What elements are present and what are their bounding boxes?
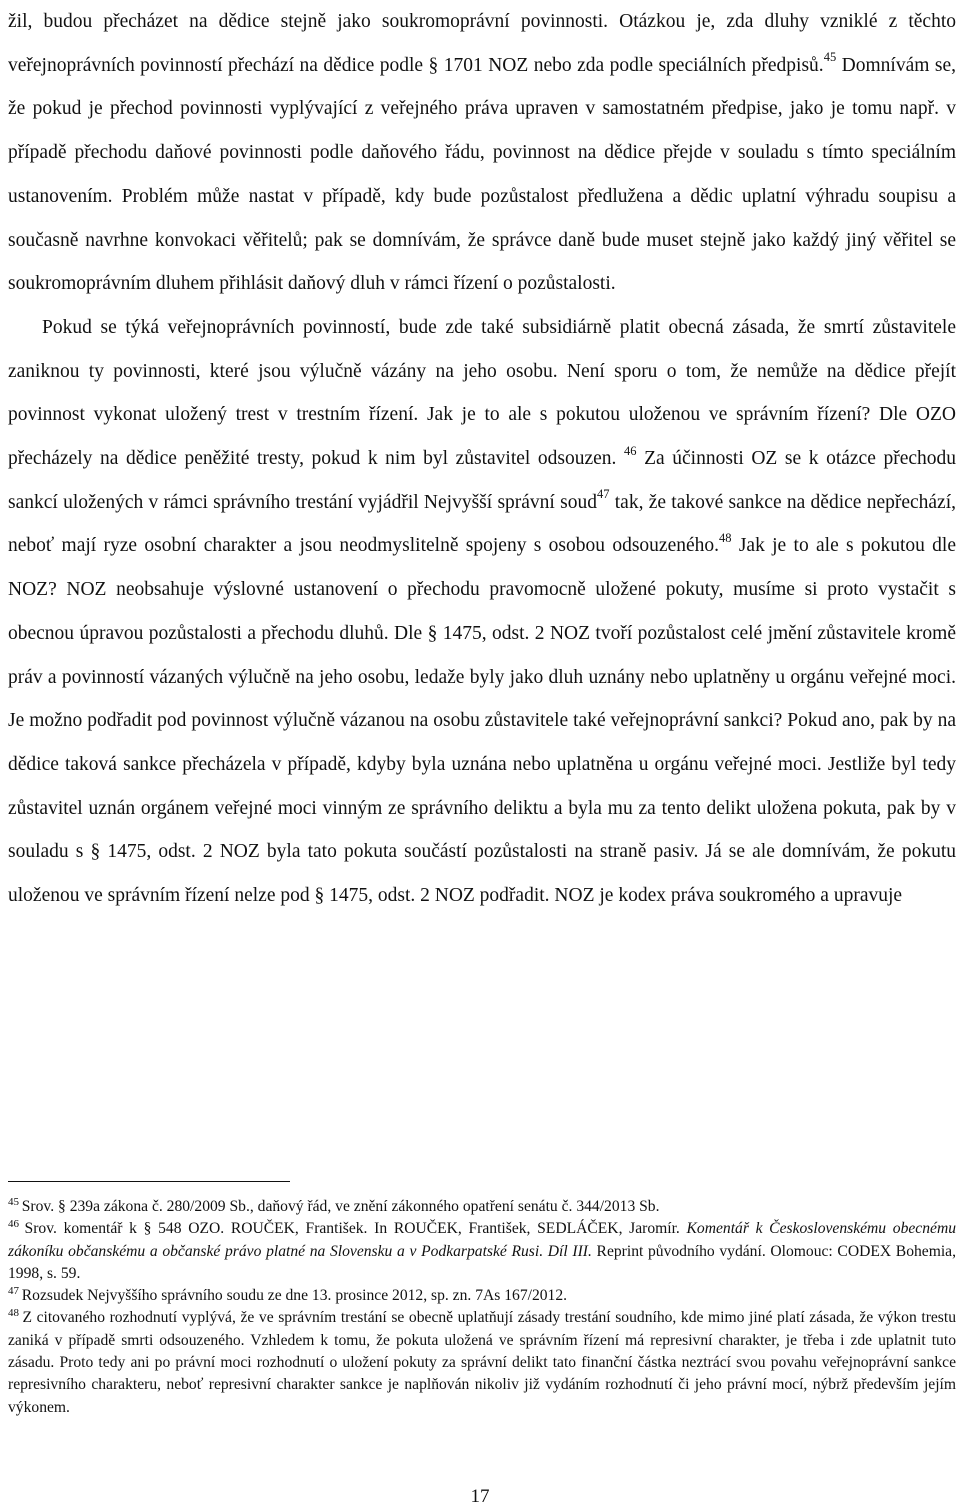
paragraph-2-segment-4: Jak je to ale s pokutou dle NOZ? NOZ neobsahuje výslovné ustanovení o přechodu pravomocně uložené pokuty, musíme si proto vystačit s obecnou úpravou pozůstalosti a přechodu dluhů. Dle § 1475, odst. 2 NOZ tvoří pozůstalost celé jmění zůstavitele kromě práv a povinností vázaných výlučně na jeho osobu, ledaže byly jako dluh uznány nebo uplatněny u orgánu veřejné moci. Je možno podřadit pod povinnost výlučně vázanou na osobu zůstavitele také veřejnoprávní sankci? Pokud ano, pak by na dědice taková sankce přecházela v případě, kdyby byla uznána nebo uplatněna u orgánu veřejné moci. Jestliže byl tedy zůstavitel uznán orgánem veřejné moci vinným ze správního deliktu a byla mu za tento delikt uložena pokuta, pak by v souladu s § 1475, odst. 2 NOZ byla tato pokuta součástí pozůstalosti na straně pasiv. Já se ale domnívám, že pokutu uloženou ve správním řízení nelze pod § 1475, odst. 2 NOZ podřadit. NOZ je kodex práva soukromého a upravuje xyxy=(8,535,956,907)
paragraph-2-segment-2: Za účinnosti OZ se k otázce přechodu sankcí uložených v rámci správního trestání vyjádřil Nejvyšší správní soud xyxy=(8,448,957,513)
footnote-number-48: 48 xyxy=(8,1307,19,1320)
footnote-46-rest: Reprint původního vydání. Olomouc: CODEX Bohemia, 1998, s. 59. xyxy=(8,1242,957,1282)
footnote-text-47: Rozsudek Nejvyššího správního soudu ze dne 13. prosince 2012, sp. zn. 7As 167/2012. xyxy=(21,1287,568,1305)
footnote-number-47: 47 xyxy=(8,1285,19,1297)
paragraph-2 xyxy=(8,306,956,918)
footnote-46 xyxy=(8,1218,956,1285)
footnote-48 xyxy=(8,1307,956,1418)
footnote-ref-47: 47 xyxy=(596,487,610,502)
footnote-number-46: 46 xyxy=(8,1218,19,1231)
footnote-number-45: 45 xyxy=(8,1195,19,1208)
footnote-46-italic-title: Komentář k Československému obecnému zákoníku občanskému a občanské právo platné na Slovensku a v Podkarpatské Rusi. Díl III. xyxy=(8,1220,956,1260)
paragraph-1 xyxy=(8,0,956,306)
footnote-text-48: Z citovaného rozhodnutí vyplývá, že ve správním trestání se obecně uplatňují zásady trestání soudního, kde mimo jiné platí zásada, že výkon trestu zaniká v případě smrti odsouzeného. Vzhledem k tomu, že pokuta uložená ve správním řízení má represivní charakter, je třeba i zde uplatnit tuto zásadu. Proto tedy ani po právní moci rozhodnutí o uložení pokuty za správní delikt tato finanční částka neztrácí svou povahu veřejnoprávní sankce represivního charakteru, neboť represivní charakter sankce je naplňován nikoliv již vydáním rozhodnutí či jeho právní mocí, nýbrž především jejím výkonem. xyxy=(8,1309,957,1416)
footnote-ref-45: 45 xyxy=(823,50,837,65)
paragraph-1-segment-1: žil, budou přecházet na dědice stejně jako soukromoprávní povinnosti. Otázkou je, zda dluhy vzniklé z těchto veřejnoprávních povinností přechází na dědice podle § 1701 NOZ nebo zda podle speciálních předpisů. xyxy=(8,11,956,76)
document-page xyxy=(8,0,956,918)
footnote-47 xyxy=(8,1285,956,1307)
footnote-ref-48: 48 xyxy=(719,530,732,545)
footnote-ref-46: 46 xyxy=(624,443,637,458)
paragraph-1-segment-2: Domnívám se, že pokud je přechod povinnosti vyplývající z veřejného práva upraven v samostatném předpise, jako je tomu např. v případě přechodu daňové povinnosti podle daňového řádu, povinnost na dědice přejde v souladu s tímto speciálním ustanovením. Problém může nastat v případě, kdy bude pozůstalost předlužena a dědic uplatní výhradu soupisu a současně navrhne konvokaci věřitelů; pak se domnívám, že správce daně bude muset stejně jako každý jiný věřitel se soukromoprávním dluhem přihlásit daňový dluh v rámci řízení o pozůstalosti. xyxy=(8,54,957,295)
footnote-45 xyxy=(8,1196,956,1218)
page-number: 17 xyxy=(470,1486,490,1507)
footnote-text-45: Srov. § 239a zákona č. 280/2009 Sb., daňový řád, ve znění zákonného opatření senátu č. 344/2013 Sb. xyxy=(21,1198,660,1215)
paragraph-2-segment-1: Pokud se týká veřejnoprávních povinností, bude zde také subsidiárně platit obecná zásada, že smrtí zůstavitele zaniknou ty povinnosti, které jsou výlučně vázány na jeho osobu. Není sporu o tom, že nemůže na dědice přejít povinnost vykonat uložený trest v trestním řízení. Jak je to ale s pokutou uloženou ve správním řízení? Dle OZO přecházely na dědice peněžité tresty, pokud k nim byl zůstavitel odsouzen. xyxy=(8,316,956,470)
paragraph-2-segment-3: tak, že takové sankce na dědice nepřechází, neboť mají ryze osobní charakter a jsou neodmyslitelně spojeny s osobou odsouzeného. xyxy=(8,491,957,557)
footnote-text-46: Srov. komentář k § 548 OZO. ROUČEK, František. In ROUČEK, František, SEDLÁČEK, Jaromír. xyxy=(24,1220,680,1238)
footnote-separator xyxy=(8,1181,290,1182)
footnotes xyxy=(8,1196,956,1419)
